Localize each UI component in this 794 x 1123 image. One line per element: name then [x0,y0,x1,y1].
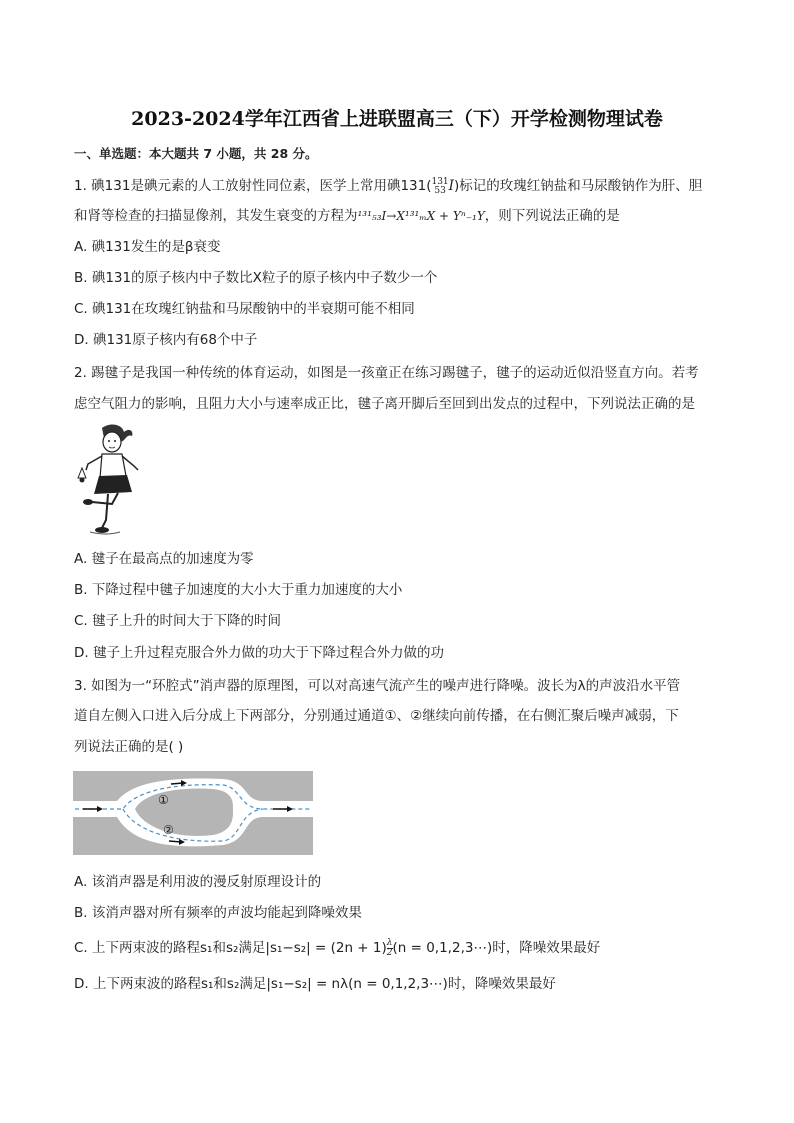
shirt-shape [100,454,126,478]
muffler-diagram [73,771,313,855]
q2-option-c[interactable]: C. 毽子上升的时间大于下降的时间 [74,613,282,629]
q3-option-a[interactable]: A. 该消声器是利用波的漫反射原理设计的 [74,874,322,890]
q3-stem-line3: 列说法正确的是( ) [74,739,184,755]
face-shape [103,432,121,452]
q3-stem-line2: 道自左侧入口进入后分成上下两部分，分别通过通道①、②继续向前传播，在右侧汇聚后噪声减弱，下 [74,708,679,724]
q2-stem-line1: 2. 踢毽子是我国一种传统的体育运动，如图是一孩童正在练习踢毽子，毽子的运动近似沿竖直方向。若考 [74,365,699,381]
lambda-over-2-fraction: $\frac{\lambda}{2}$ [386,937,393,958]
q1-option-c[interactable]: C. 碘131在玫瑰红钠盐和马尿酸钠中的半衰期可能不相同 [74,301,415,317]
q1-option-d[interactable]: D. 碘131原子核内有68个中子 [74,332,258,348]
q3-option-d[interactable]: D. 上下两束波的路程s₁和s₂满足|s₁−s₂| = nλ(n = 0,1,2,3⋯)时，降噪效果最好 [74,976,556,992]
q1-decay-equation: ¹³¹₅₃I→X¹³¹ₘX + Yⁿ₋₁Y [357,209,485,223]
shuttlecock-icon [78,468,86,478]
child-kicking-shuttlecock-figure [72,420,142,536]
q1-isotope: 131 53 I [431,176,455,196]
q1-stem-line2: 和肾等检查的扫描显像剂，其发生衰变的方程为¹³¹₅₃I→X¹³¹ₘX + Yⁿ₋₁Y，则下列说法正确的是 [74,208,620,224]
q3-option-c[interactable]: C. 上下两束波的路程s₁和s₂满足|s₁−s₂| = (2n + 1) $\frac{\lambda}{2}$ (n = 0,1,2,3⋯)时，降噪效果最好 [74,937,601,958]
section-heading: 一、单选题：本大题共 7 小题，共 28 分。 [74,146,318,161]
q3-stem-line1: 3. 如图为一“环腔式”消声器的原理图，可以对高速气流产生的噪声进行降噪。波长为λ的声波沿水平管 [74,678,681,694]
q1-stem-line1 [74,176,702,196]
q1-text-b: )标记的玫瑰红钠盐和马尿酸钠作为肝、胆 [454,178,703,194]
skirt-shape [94,475,132,494]
channel-2-label: ② [163,823,174,837]
q2-option-a[interactable]: A. 毽子在最高点的加速度为零 [74,551,254,567]
q2-option-b[interactable]: B. 下降过程中毽子加速度的大小大于重力加速度的大小 [74,582,403,598]
q2-stem-line2: 虑空气阻力的影响，且阻力大小与速率成正比，毽子离开脚后至回到出发点的过程中，下列说法正确的是 [74,396,695,412]
q1-option-b[interactable]: B. 碘131的原子核内中子数比X粒子的原子核内中子数少一个 [74,270,438,286]
q1-text-a: 1. 碘131是碘元素的人工放射性同位素，医学上常用碘131( [74,178,432,194]
page-title: 2023-2024学年江西省上进联盟高三（下）开学检测物理试卷 [131,108,663,130]
q2-option-d[interactable]: D. 毽子上升过程克服合外力做的功大于下降过程合外力做的功 [74,645,444,661]
q1-option-a[interactable]: A. 碘131发生的是β衰变 [74,239,221,255]
channel-1-label: ① [158,793,169,807]
q3-option-b[interactable]: B. 该消声器对所有频率的声波均能起到降噪效果 [74,905,362,921]
